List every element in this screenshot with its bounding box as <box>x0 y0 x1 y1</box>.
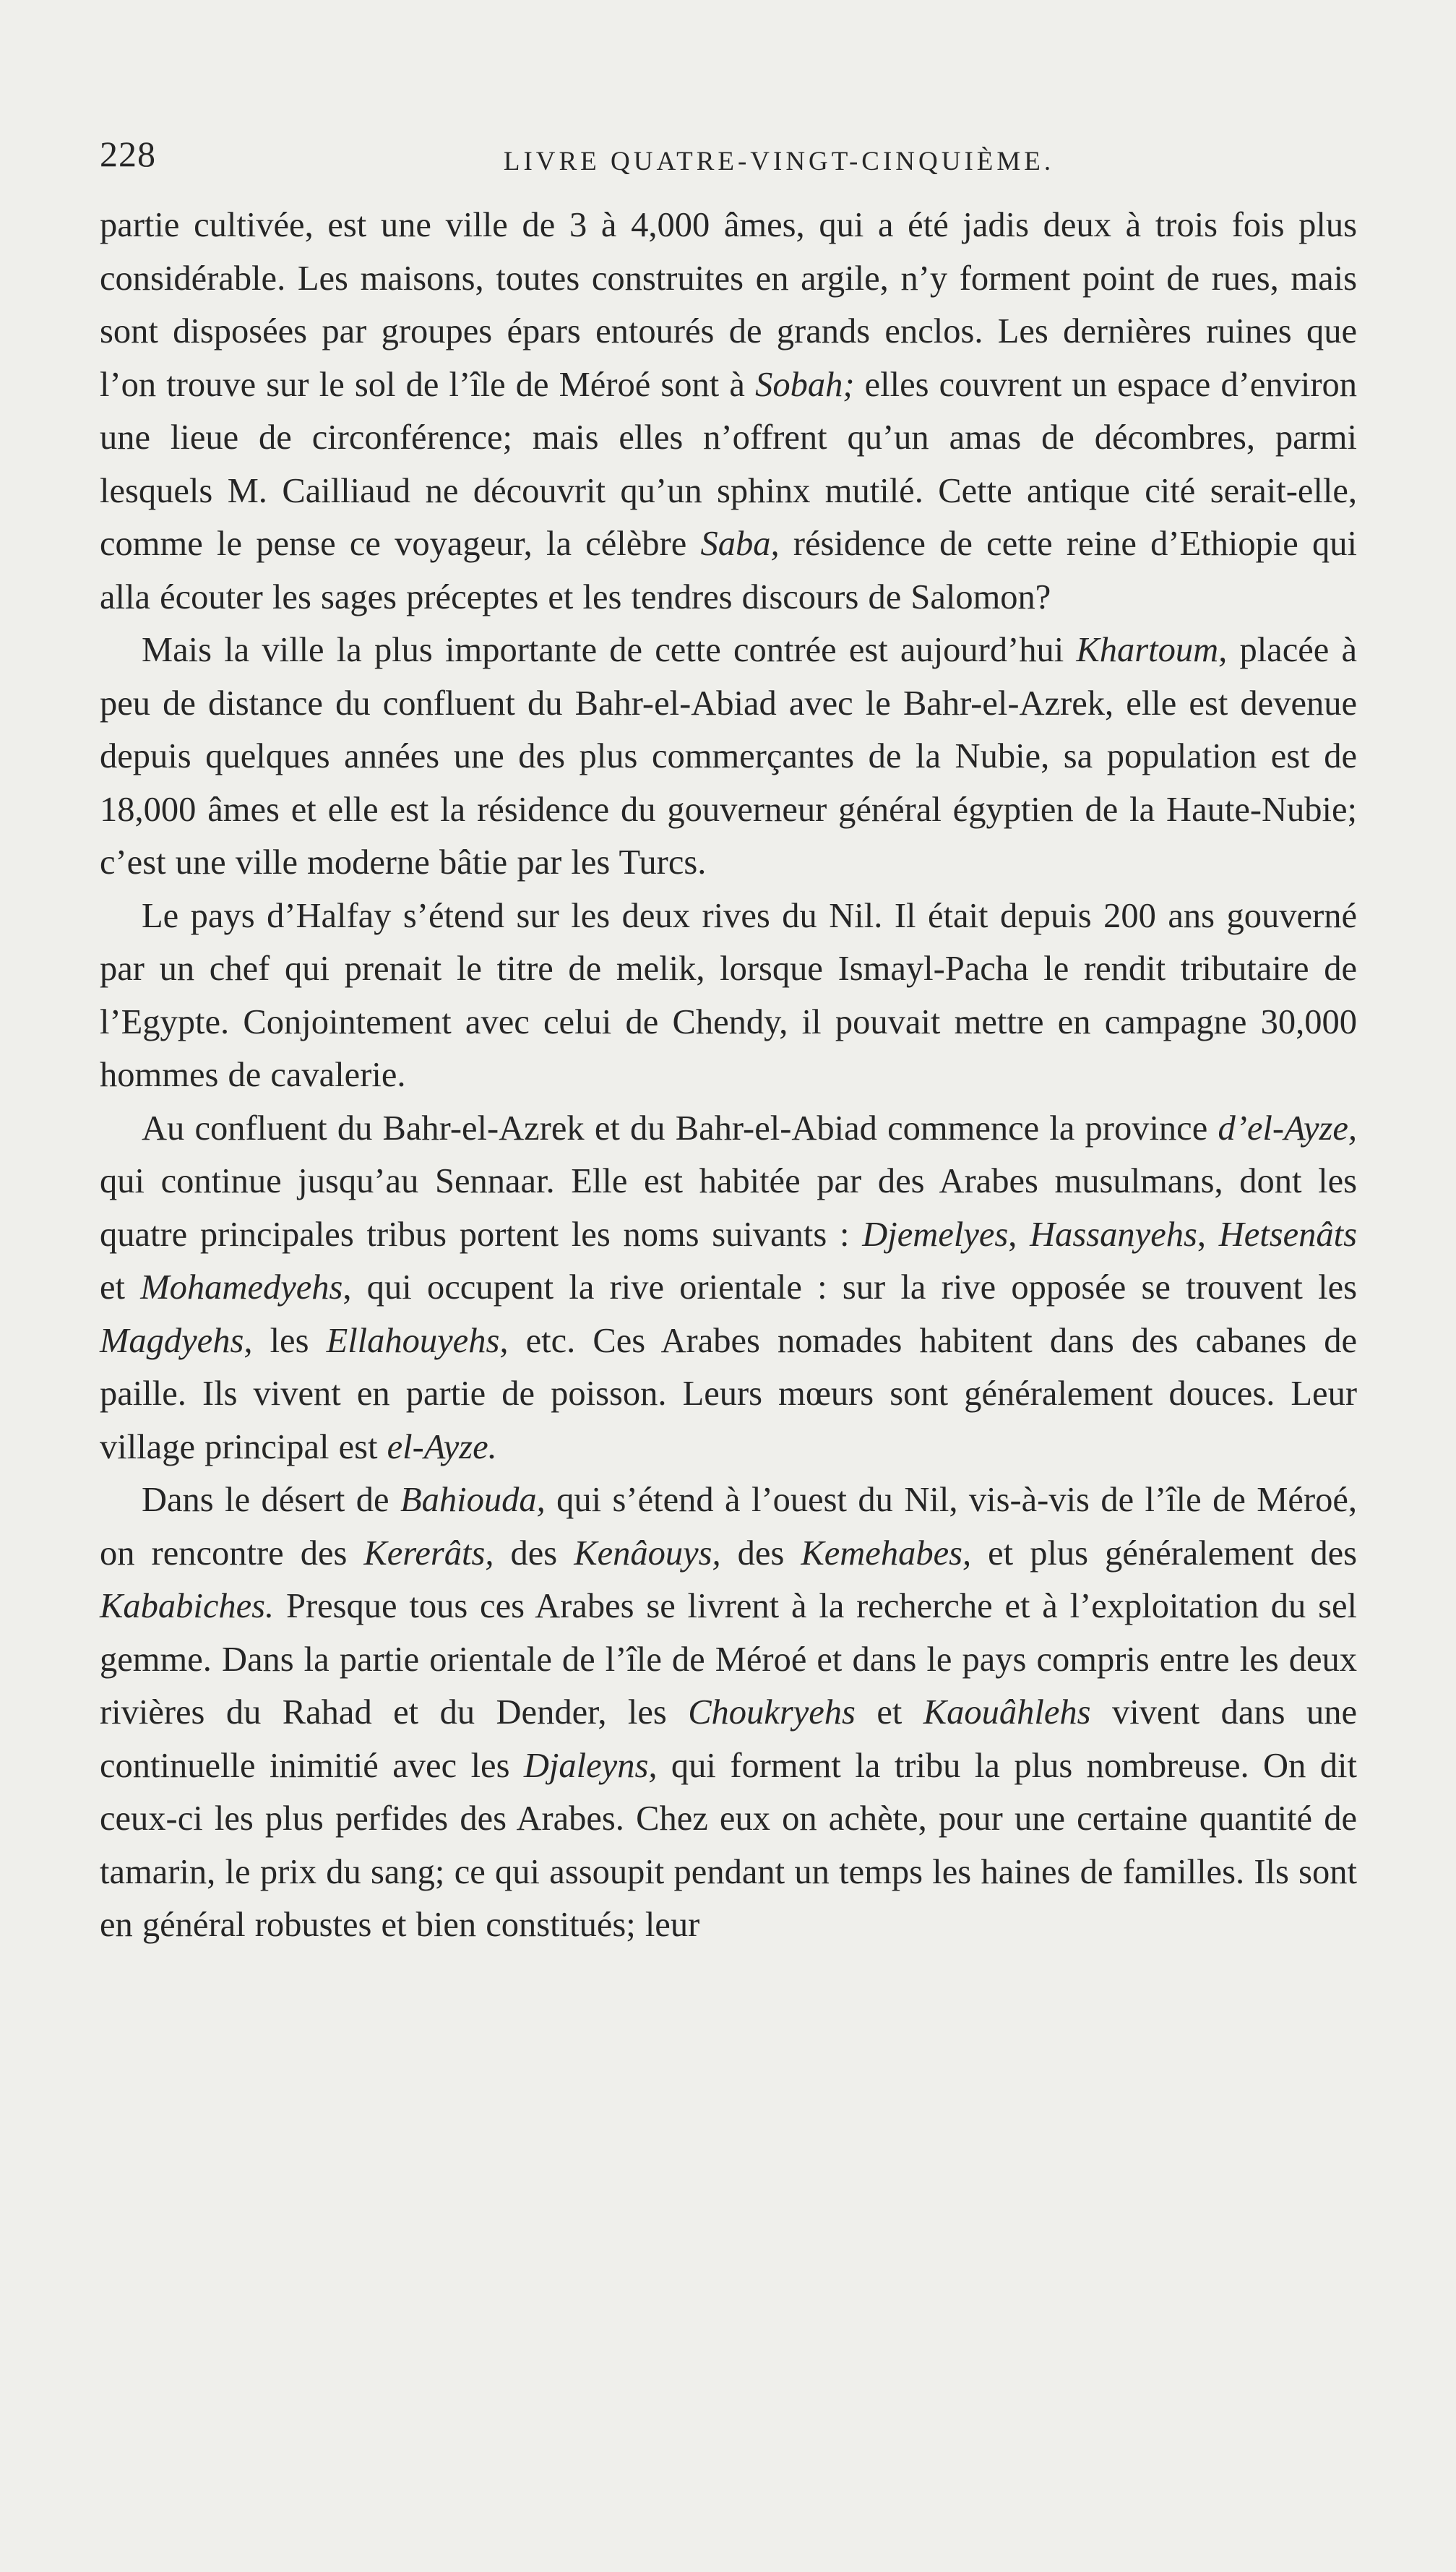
italic-term: Choukryehs <box>688 1693 856 1732</box>
text-run: qui continue jusqu’au Sennaar. Elle est habitée par des Arabes musulmans, dont les quatre principales tribus portent les noms suivants : <box>100 1162 1357 1254</box>
page-number: 228 <box>100 134 156 174</box>
paragraph <box>100 890 1357 1102</box>
page-header <box>100 127 1357 185</box>
italic-term: d’el-Ayze, <box>1218 1109 1357 1148</box>
italic-term: Kererâts, <box>363 1534 494 1573</box>
text-run: qui forment la tribu la plus nombreuse. On dit ceux-ci les plus perfides des Arabes. Chez eux on achète, pour une certaine quantité de tamarin, le prix du sang; ce qui assoupit pendant un temps les haines de familles. Ils sont en général robustes et bien constitués; leur <box>100 1746 1357 1944</box>
text-run: et plus généralement des <box>971 1534 1358 1573</box>
text-run: Le pays d’Halfay s’étend sur les deux rives du Nil. Il était depuis 200 ans gouverné par un chef qui prenait le titre de melik, lorsque Ismayl-Pacha le rendit tributaire de l’Egypte. Conjointement avec celui de Chendy, il pouvait mettre en campagne 30,000 hommes de cavalerie. <box>100 896 1357 1094</box>
italic-term: Kemehabes, <box>801 1534 972 1573</box>
italic-term: Djaleyns, <box>523 1746 658 1785</box>
text-run: et <box>100 1268 141 1307</box>
italic-term: el-Ayze. <box>387 1427 497 1466</box>
text-run: , qui occupent la rive orientale : sur la rive opposée se trouvent les <box>343 1268 1357 1307</box>
italic-term: Hassanyehs <box>1030 1215 1197 1254</box>
italic-term: Khartoum, <box>1076 631 1228 669</box>
text-run: Mais la ville la plus importante de cette contrée est aujourd’hui <box>142 631 1077 669</box>
text-run: , <box>1197 1215 1219 1254</box>
paragraph <box>100 1102 1357 1474</box>
italic-term: Kababiches. <box>100 1587 275 1625</box>
text-run: résidence de cette reine d’Ethiopie qui alla écouter les sages préceptes et les tendres discours de Salomon? <box>100 525 1358 616</box>
text-run: des <box>720 1534 801 1573</box>
paragraph <box>100 199 1357 624</box>
text-run: partie cultivée, est une ville de 3 à 4,000 âmes, qui a été jadis deux à trois fois plus considérable. Les maisons, toutes construites en argile, n’y forment point de rues, mais sont disposées par groupes épars entourés de grands enclos. Les dernières ruines que l’on trouve sur le sol de l’île de Méroé sont à <box>100 206 1357 404</box>
italic-term: Mohamedyehs <box>140 1268 343 1307</box>
text-run: les <box>252 1321 327 1360</box>
italic-term: Bahiouda, <box>400 1481 546 1519</box>
italic-term: Sobah; <box>755 365 855 404</box>
running-head: LIVRE QUATRE-VINGT-CINQUIÈME. <box>503 147 1055 176</box>
paragraph <box>100 624 1357 890</box>
text-run: des <box>494 1534 574 1573</box>
text-run: Au confluent du Bahr-el-Azrek et du Bahr-el-Abiad commence la province <box>142 1109 1218 1148</box>
body-text <box>100 199 1357 1952</box>
text-run: , <box>1008 1215 1030 1254</box>
text-run: et <box>855 1693 923 1732</box>
text-run: qui s’étend à l’ouest du Nil, vis-à-vis de l’île de Méroé, on rencontre des <box>100 1481 1357 1573</box>
text-run: elles couvrent un espace d’environ une lieue de circonférence; mais elles n’offrent qu’un amas de décombres, parmi lesquels M. Cailliaud ne découvrit qu’un sphinx mutilé. Cette antique cité serait-elle, comme le pense ce voyageur, la célèbre <box>100 365 1358 563</box>
text-run: Presque tous ces Arabes se livrent à la recherche et à l’exploitation du sel gemme. Dans la partie orientale de l’île de Méroé et dans le pays compris entre les deux rivières du Rahad et du Dender, les <box>100 1587 1357 1732</box>
italic-term: Kaouâhlehs <box>923 1693 1091 1732</box>
italic-term: Hetsenâts <box>1218 1215 1358 1254</box>
text-run: Dans le désert de <box>142 1481 400 1519</box>
paragraph <box>100 1474 1357 1952</box>
text-run: etc. Ces Arabes nomades habitent dans des cabanes de paille. Ils vivent en partie de poisson. Leurs mœurs sont généralement douces. Leur village principal est <box>100 1321 1357 1466</box>
text-run: vivent dans une continuelle inimitié avec les <box>100 1693 1357 1785</box>
text-run: placée à peu de distance du confluent du Bahr-el-Abiad avec le Bahr-el-Azrek, elle est devenue depuis quelques années une des plus commerçantes de la Nubie, sa population est de 18,000 âmes et elle est la résidence du gouverneur général égyptien de la Haute-Nubie; c’est une ville moderne bâtie par les Turcs. <box>100 631 1358 882</box>
italic-term: Kenâouys, <box>574 1534 721 1573</box>
italic-term: Djemelyes <box>862 1215 1009 1254</box>
italic-term: Magdyehs, <box>100 1321 253 1360</box>
italic-term: Saba, <box>700 525 780 563</box>
italic-term: Ellahouyehs, <box>326 1321 509 1360</box>
